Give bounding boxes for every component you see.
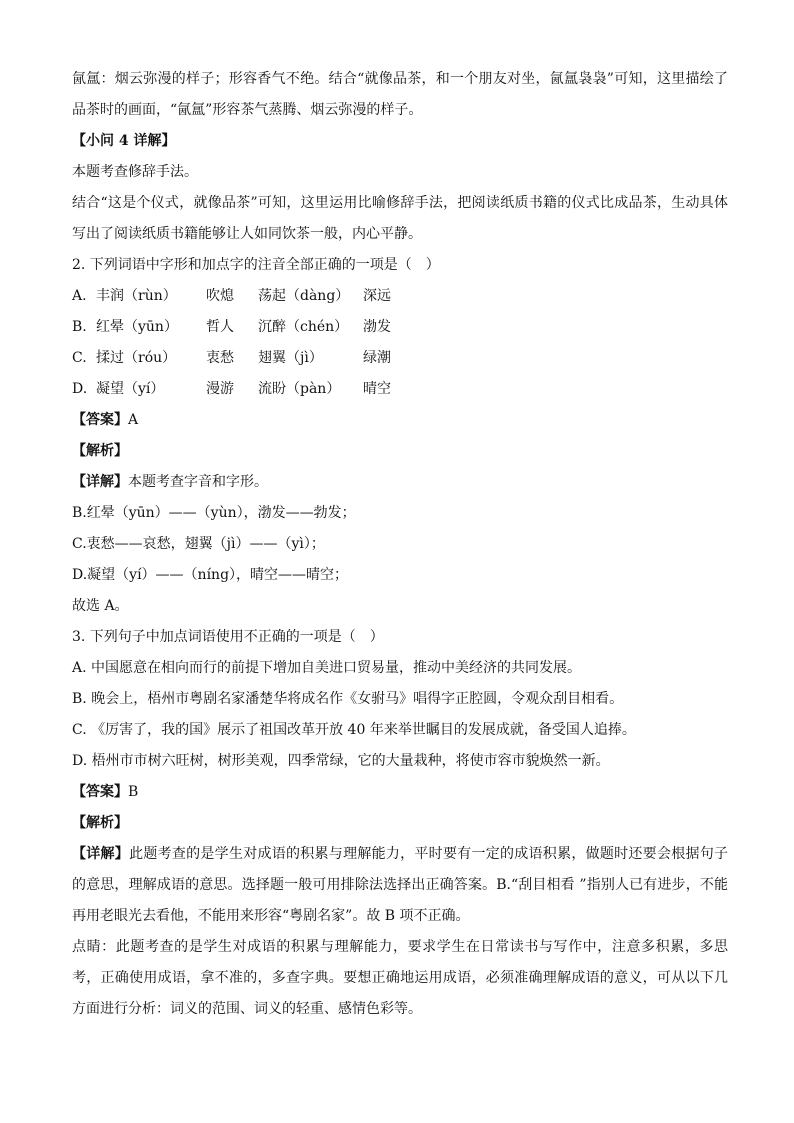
q2-analysis-heading: 【解析】 bbox=[72, 443, 128, 459]
q2-option-a: A. 丰润（rùn） 吹熄 荡起（dàng） 深远 bbox=[72, 281, 728, 312]
q2-answer: 【答案】A bbox=[72, 412, 139, 428]
intro-rhetoric-line: 本题考查修辞手法。 bbox=[72, 164, 198, 180]
q3-option-a: A. 中国愿意在相向而行的前提下增加自美进口贸易量，推动中美经济的共同发展。 bbox=[72, 660, 582, 676]
sub-question-heading: 【小问 4 详解】 bbox=[72, 133, 176, 149]
q2-detail: 【详解】本题考查字音和字形。 bbox=[72, 474, 268, 490]
q2-conclusion: 故选 A。 bbox=[72, 598, 129, 614]
intro-paragraph: 氤氲：烟云弥漫的样子；形容香气不绝。结合“就像品茶，和一个朋友对坐，氤氲袅袅”可知，这里描绘了品茶时的画面，“氤氲”形容茶气蒸腾、烟云弥漫的样子。 bbox=[72, 71, 728, 118]
q3-stem: 3. 下列句子中加点词语使用不正确的一项是（ ） bbox=[72, 629, 384, 645]
option-label: B. bbox=[72, 319, 87, 335]
q3-analysis-heading: 【解析】 bbox=[72, 815, 128, 831]
option-label: C. bbox=[72, 350, 87, 366]
option-label: A. bbox=[72, 288, 87, 304]
q3-answer: 【答案】B bbox=[72, 784, 139, 800]
document-page bbox=[72, 64, 728, 1025]
q2-explain-d: D.凝望（yí）——（níng），晴空——晴空； bbox=[72, 567, 349, 583]
q2-option-d: D. 凝望（yí） 漫游 流盼（pàn） 晴空 bbox=[72, 374, 728, 405]
q2-option-b: B. 红晕（yūn） 哲人 沉醉（chén） 渤发 bbox=[72, 312, 728, 343]
q3-option-c: C. 《厉害了，我的国》展示了祖国改革开放 40 年来举世瞩目的发展成就，备受国人追捧。 bbox=[72, 722, 636, 738]
q2-explain-b: B.红晕（yūn）——（yùn），渤发——勃发； bbox=[72, 505, 356, 521]
q2-explain-c: C.衷愁——哀愁，翅翼（jì）——（yì）； bbox=[72, 536, 325, 552]
q3-comment: 点睛：此题考查的是学生对成语的积累与理解能力，要求学生在日常读书与写作中，注意多积累，多思考，正确使用成语，拿不准的，多查字典。要想正确地运用成语，必须准确理解成语的意义，可从以下几方面进行分析：词义的范围、词义的轻重、感情色彩等。 bbox=[72, 939, 728, 1017]
q2-option-c: C. 揉过（róu） 衷愁 翅翼（jì） 绿潮 bbox=[72, 343, 728, 374]
option-label: D. bbox=[72, 381, 88, 397]
q3-option-d: D. 梧州市市树六旺树，树形美观，四季常绿，它的大量栽种，将使市容市貌焕然一新。 bbox=[72, 753, 610, 769]
q2-stem: 2. 下列词语中字形和加点字的注音全部正确的一项是（ ） bbox=[72, 257, 440, 273]
intro-explanation: 结合“这是个仪式，就像品茶”可知，这里运用比喻修辞手法，把阅读纸质书籍的仪式比成品茶，生动具体写出了阅读纸质书籍能够让人如同饮茶一般，内心平静。 bbox=[72, 195, 728, 242]
q3-detail: 【详解】此题考查的是学生对成语的积累与理解能力，平时要有一定的成语积累，做题时还要会根据句子的意思，理解成语的意思。选择题一般可用排除法选择出正确答案。B.“刮目相看 ”指别人已有进步，不能再用老眼光去看他，不能用来形容“粤剧名家”。故 B 项不正确。 bbox=[72, 846, 729, 924]
q3-option-b: B. 晚会上，梧州市粤剧名家潘楚华将成名作《女驸马》唱得字正腔圆，令观众刮目相看。 bbox=[72, 691, 624, 707]
